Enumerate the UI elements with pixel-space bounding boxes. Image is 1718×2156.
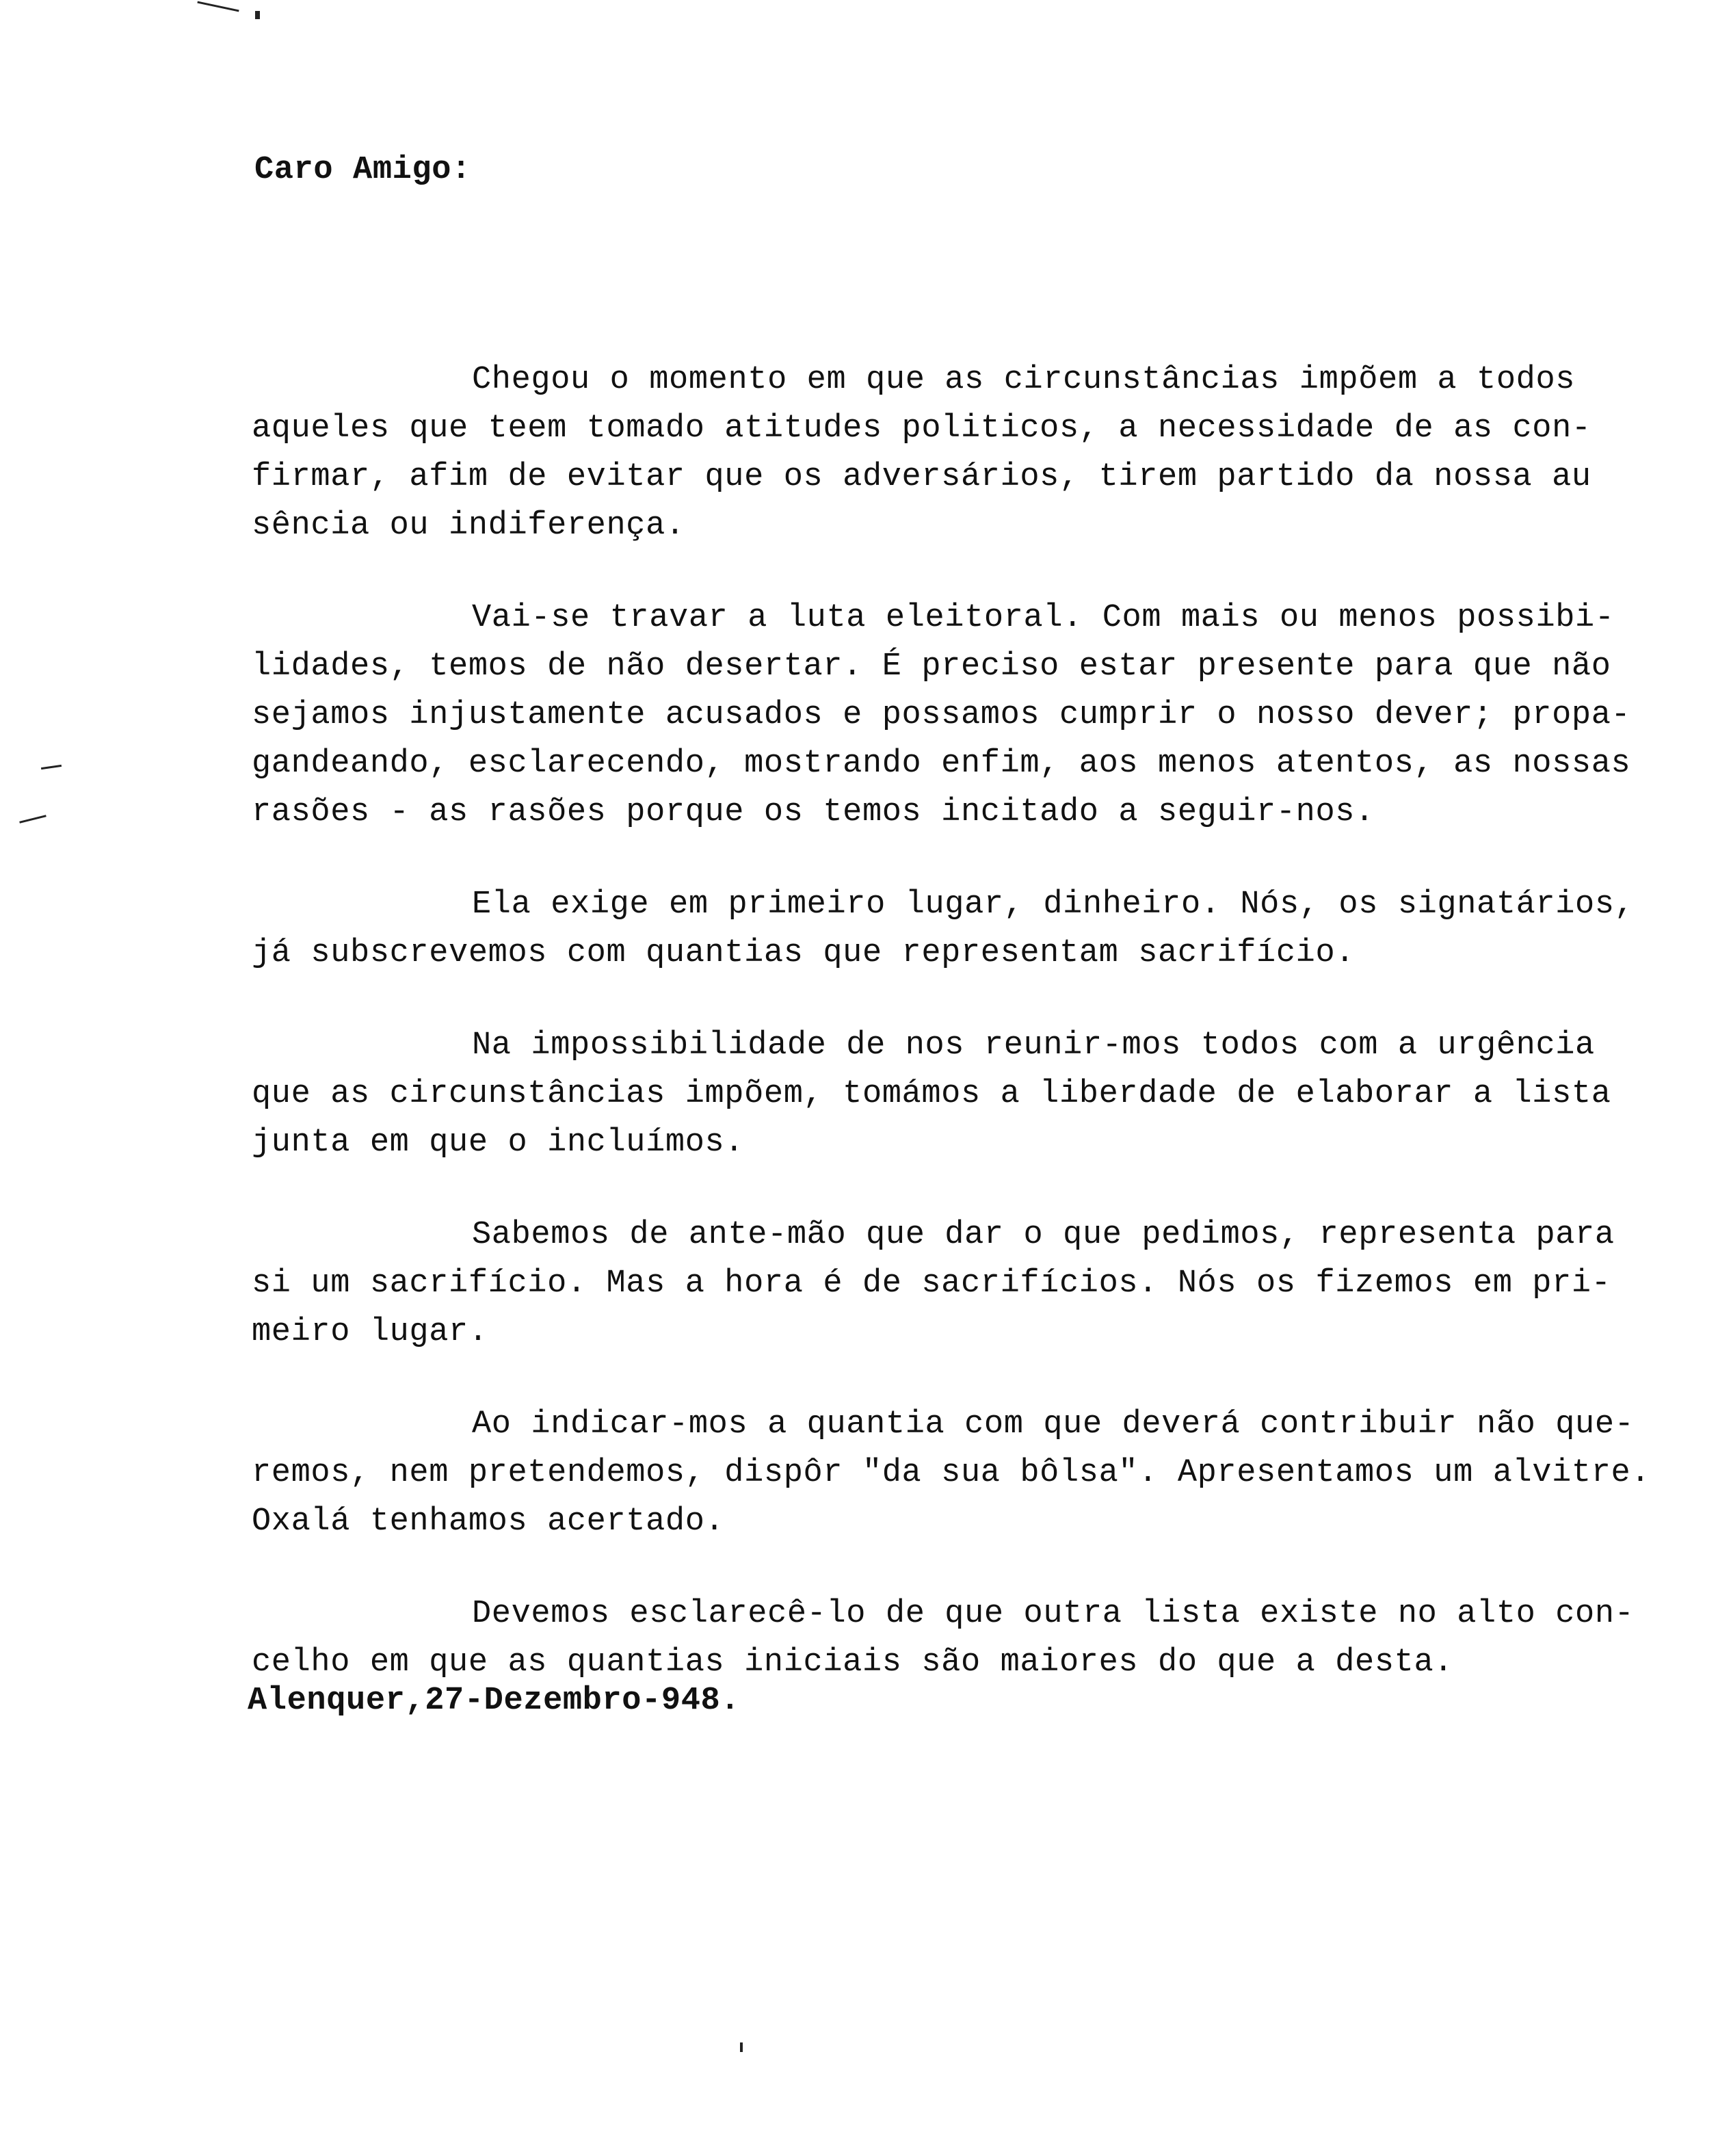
paragraph-2-line-1: Vai-se travar a luta eleitoral. Com mais ou menos possibi- bbox=[472, 600, 1615, 636]
paragraph-1-line-4: sência ou indiferença. bbox=[252, 508, 685, 544]
paragraph-4-line-1: Na impossibilidade de nos reunir-mos todos com a urgência bbox=[472, 1027, 1595, 1064]
scan-mark-bottom bbox=[740, 2042, 743, 2052]
letter-body bbox=[252, 356, 1676, 1731]
scan-mark-dot bbox=[255, 11, 260, 19]
paragraph-1-line-2: aqueles que teem tomado atitudes politicos, a necessidade de as con- bbox=[252, 410, 1591, 447]
paragraph-2-line-2: lidades, temos de não desertar. É preciso estar presente para que não bbox=[252, 648, 1611, 685]
paragraph-2-line-5: rasões - as rasões porque os temos incitado a seguir-nos. bbox=[252, 794, 1375, 830]
scan-mark-margin-2 bbox=[19, 815, 47, 824]
paragraph-1 bbox=[252, 356, 1676, 550]
paragraph-6-line-1: Ao indicar-mos a quantia com que deverá contribuir não que- bbox=[472, 1406, 1635, 1443]
paragraph-3 bbox=[252, 880, 1676, 977]
paragraph-2-line-4: gandeando, esclarecendo, mostrando enfim, aos menos atentos, as nossas bbox=[252, 746, 1631, 782]
paragraph-6-line-2: remos, nem pretendemos, dispôr "da sua bôlsa". Apresentamos um alvitre. bbox=[252, 1455, 1651, 1491]
paragraph-1-line-3: firmar, afim de evitar que os adversários, tirem partido da nossa au bbox=[252, 459, 1591, 495]
paragraph-7 bbox=[252, 1590, 1676, 1687]
paragraph-2 bbox=[252, 594, 1676, 837]
paragraph-4-line-3: junta em que o incluímos. bbox=[252, 1125, 745, 1161]
paragraph-3-line-1: Ela exige em primeiro lugar, dinheiro. Nós, os signatários, bbox=[472, 886, 1635, 923]
date-line: Alenquer,27-Dezembro-948. bbox=[248, 1683, 741, 1719]
scan-mark-margin-1 bbox=[41, 765, 62, 770]
paragraph-5-line-2: si um sacrifício. Mas a hora é de sacrifícios. Nós os fizemos em pri- bbox=[252, 1265, 1611, 1302]
paragraph-5 bbox=[252, 1211, 1676, 1356]
paragraph-7-line-2: celho em que as quantias iniciais são maiores do que a desta. bbox=[252, 1644, 1454, 1681]
scan-mark-top-left bbox=[197, 1, 239, 12]
paragraph-3-line-2: já subscrevemos com quantias que representam sacrifício. bbox=[252, 935, 1356, 971]
paragraph-4 bbox=[252, 1021, 1676, 1167]
paragraph-4-line-2: que as circunstâncias impõem, tomámos a liberdade de elaborar a lista bbox=[252, 1076, 1611, 1112]
paragraph-5-line-1: Sabemos de ante-mão que dar o que pedimos, representa para bbox=[472, 1217, 1615, 1253]
paragraph-2-line-3: sejamos injustamente acusados e possamos cumprir o nosso dever; propa- bbox=[252, 697, 1631, 733]
paragraph-1-line-1: Chegou o momento em que as circunstâncias impõem a todos bbox=[472, 362, 1576, 398]
paragraph-5-line-3: meiro lugar. bbox=[252, 1314, 488, 1350]
paragraph-6 bbox=[252, 1400, 1676, 1546]
paragraph-6-line-3: Oxalá tenhamos acertado. bbox=[252, 1503, 725, 1540]
salutation: Caro Amigo: bbox=[254, 152, 471, 188]
paragraph-7-line-1: Devemos esclarecê-lo de que outra lista existe no alto con- bbox=[472, 1596, 1635, 1632]
